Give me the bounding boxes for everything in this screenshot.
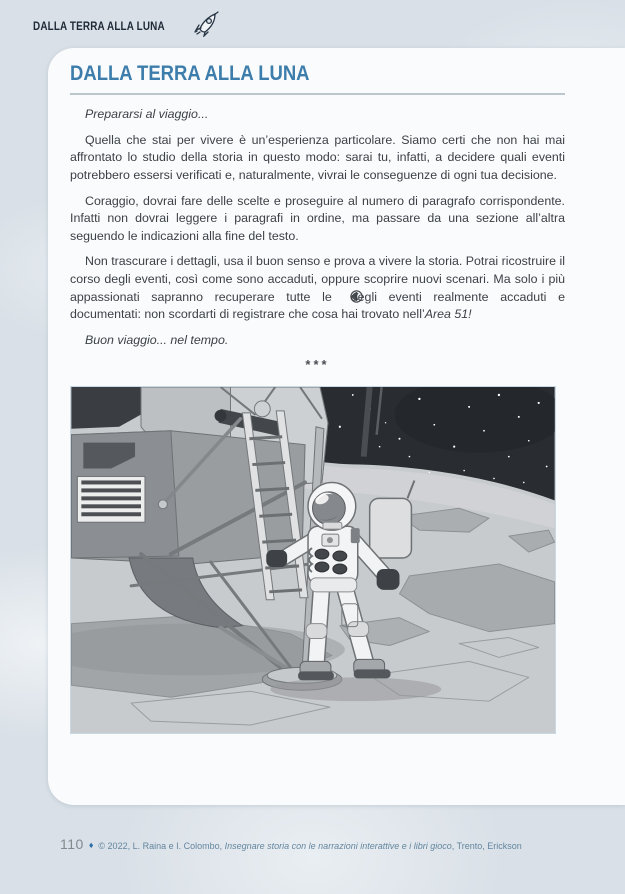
citation-before: © 2022, L. Raina e I. Colombo, [98,841,225,851]
rocket-doodle-icon [192,11,222,42]
title-divider [70,93,565,95]
page-number: 110 [60,836,84,852]
page-title: DALLA TERRA ALLA LUNA [70,62,310,85]
citation [98,841,521,851]
article-body [70,106,565,349]
paragraph-3 [70,253,565,323]
running-header [33,11,222,42]
diamond-icon: ♦ [88,840,94,850]
flag-decal [77,477,145,523]
citation-title: Insegnare storia con le narrazioni interattive e i libri gioco [224,841,452,851]
page-footer [60,836,522,852]
lead-paragraph: Prepararsi al viaggio... [85,107,209,122]
running-header-title: DALLA TERRA ALLA LUNA [33,20,165,33]
paragraph-3-before: Non trascurare i dettagli, usa il buon senso e prova a vivere la storia. Potrai ricostruire il corso degli eventi, così come sono accaduti, oppure scoprire nuovi scenari. Ma solo i più appassionati sapranno recuperare tutte le [70,254,565,304]
paragraph-1: Quella che stai per vivere è un’esperienza particolare. Siamo certi che non hai mai affrontato lo studio della storia in questo modo: sarai tu, infatti, a decidere quali eventi potrebbero essersi verificati e, naturalmente, vivrai le conseguenze di ogni tua decisione. [70,132,565,182]
area-51-italic: Area 51! [424,307,472,322]
content-panel [48,48,625,805]
closing-paragraph: Buon viaggio... nel tempo. [85,332,229,347]
paragraph-3-after: degli eventi realmente accaduti e documentati: non scordarti di registrare che cosa hai trovato nell’ [70,289,565,322]
paragraph-2: Coraggio, dovrai fare delle scelte e proseguire al numero di paragrafo corrispondente. Infatti non dovrai leggere i paragrafi in ordine, ma passare da una sezione all’altra seguendo le indicazioni alla fine del testo. [70,193,565,243]
moon-landing-illustration [70,386,556,734]
citation-after: , Trento, Erickson [451,841,522,851]
crescent-moon-in-circle-icon [335,290,348,303]
section-separator: *** [305,357,330,373]
